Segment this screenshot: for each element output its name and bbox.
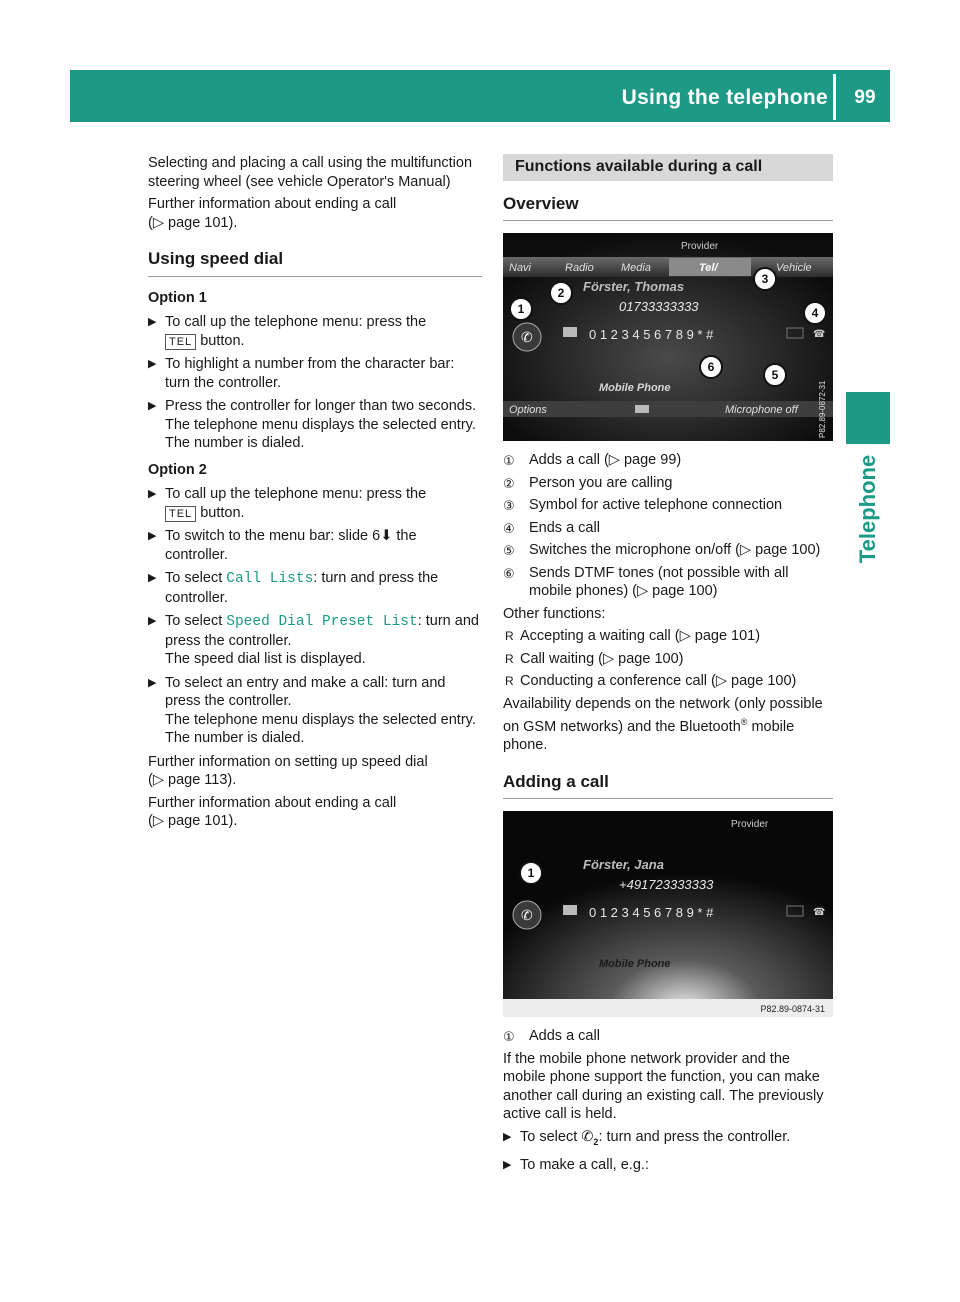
step: ▶ To call up the telephone menu: press the TEL button. — [148, 314, 427, 349]
provider-label: Provider — [731, 819, 769, 831]
telephone-screen-2 — [503, 811, 833, 1017]
svg-text:☎: ☎ — [813, 329, 826, 340]
digit-bar: 0 1 2 3 4 5 6 7 8 9 * # — [589, 905, 714, 921]
step: ▶ To select an entry and make a call: turn and press the controller. The telephone menu displays the selected entry. The number is dialed. — [148, 674, 476, 746]
right-column — [503, 154, 833, 1180]
page-title: Using the telephone — [621, 86, 828, 109]
provider-label: Provider — [681, 241, 719, 252]
mobile-phone-label: Mobile Phone — [599, 382, 671, 394]
header-divider — [833, 74, 836, 120]
bullet-item: R Call waiting (▷ page 100) — [505, 650, 684, 667]
section-title: Functions available during a call — [503, 154, 833, 181]
menu-vehicle: Vehicle — [776, 262, 812, 274]
availability-text: Availability depends on the network (only possible on GSM networks) and the Bluetooth® mobile phone. — [503, 695, 823, 754]
menu-media: Media — [621, 262, 651, 274]
callout-5: 5 — [771, 368, 779, 382]
bullet-item: R Conducting a conference call (▷ page 100) — [505, 673, 797, 689]
step: ▶ To call up the telephone menu: press the TEL button. — [148, 486, 427, 521]
overview-heading: Overview — [503, 195, 833, 222]
legend-item: ② Person you are calling — [503, 474, 673, 491]
intro-text: Selecting and placing a call using the multifunction steering wheel (see vehicle Operator's Manual) — [148, 155, 473, 190]
menu-radio: Radio — [565, 262, 594, 274]
bullet-item: R Accepting a waiting call (▷ page 101) — [505, 628, 761, 644]
legend-item: ① Adds a call (▷ page 99) — [503, 452, 682, 468]
legend-item: ① Adds a call — [503, 1028, 600, 1045]
svg-text:☎: ☎ — [813, 907, 826, 919]
further-info-1-ref: (▷ page 101). — [148, 214, 238, 231]
option1-heading: Option 1 — [148, 289, 207, 306]
left-column — [148, 154, 482, 835]
callout-4: 4 — [811, 306, 819, 320]
legend-item: ⑤ Switches the microphone on/off (▷ page 100) — [503, 542, 821, 558]
options-label: Options — [509, 404, 547, 416]
menu-tel: Tel/ — [699, 262, 718, 274]
microphone-label: Microphone off — [725, 404, 798, 416]
mobile-phone-label: Mobile Phone — [599, 958, 671, 971]
page-number: 99 — [854, 87, 876, 108]
figure-code: P82.89-0872-31 — [818, 380, 827, 438]
step: ▶ To select Speed Dial Preset List: turn and press the controller. The speed dial list is displayed. — [148, 613, 479, 667]
adding-call-text: If the mobile phone network provider and the mobile phone support the function, you can make another call during an existing call. The previously active call is held. — [503, 1050, 824, 1123]
menu-item-code: Call Lists — [226, 571, 314, 587]
side-tab-marker — [846, 392, 890, 444]
caller-number: +491723333333 — [619, 877, 714, 893]
menu-navi: Navi — [509, 262, 532, 274]
option2-heading: Option 2 — [148, 461, 207, 478]
step: ▶ Press the controller for longer than two seconds. The telephone menu displays the selected entry. The number is dialed. — [148, 398, 477, 451]
step: ▶ To highlight a number from the character bar: turn the controller. — [148, 356, 455, 391]
digit-bar: 0 1 2 3 4 5 6 7 8 9 * # — [589, 327, 714, 342]
further-info-3-ref: (▷ page 101). — [148, 813, 238, 829]
phone-icon: $✆_2$ — [581, 1128, 599, 1147]
adding-call-heading: Adding a call — [503, 773, 833, 800]
legend-item: ⑥ Sends DTMF tones (not possible with all mobile phones) (▷ page 100) — [503, 564, 789, 599]
step: ▶ To select Call Lists: turn and press the controller. — [148, 570, 439, 606]
legend-item: ④ Ends a call — [503, 519, 600, 536]
menu-item-code: Speed Dial Preset List — [226, 614, 418, 630]
other-functions-label: Other functions: — [503, 605, 606, 622]
further-info-3: Further information about ending a call — [148, 794, 397, 811]
step: ▶ To make a call, e.g.: — [503, 1157, 649, 1174]
figure-code: P82.89-0874-31 — [760, 1004, 825, 1015]
caller-number: 01733333333 — [619, 299, 699, 314]
callout-6: 6 — [707, 360, 715, 374]
side-tab-label: Telephone — [855, 454, 880, 564]
svg-text:✆: ✆ — [521, 330, 533, 346]
tel-key: TEL — [165, 506, 196, 522]
step: ▶ To select $✆_2$: turn and press the controller. — [503, 1128, 791, 1147]
controller-slide-icon: 6 — [372, 528, 381, 544]
callout-1: 1 — [517, 302, 525, 316]
caller-name: Förster, Thomas — [583, 279, 685, 294]
further-info-2: Further information on setting up speed dial — [148, 753, 428, 770]
step: ▶ To switch to the menu bar: slide 6⬇ the controller. — [148, 528, 417, 563]
speed-dial-heading: Using speed dial — [148, 250, 482, 277]
svg-text:✆: ✆ — [521, 908, 533, 925]
callout-3: 3 — [761, 272, 769, 286]
callout-1: 1 — [527, 866, 535, 881]
caller-name: Förster, Jana — [583, 857, 664, 873]
legend-item: ③ Symbol for active telephone connection — [503, 497, 783, 513]
legend-list — [503, 451, 833, 601]
further-info-2-ref: (▷ page 113). — [148, 772, 237, 788]
callout-2: 2 — [557, 286, 565, 300]
telephone-screen-1 — [503, 233, 833, 441]
tel-key: TEL — [165, 334, 196, 350]
further-info-1: Further information about ending a call — [148, 196, 397, 212]
